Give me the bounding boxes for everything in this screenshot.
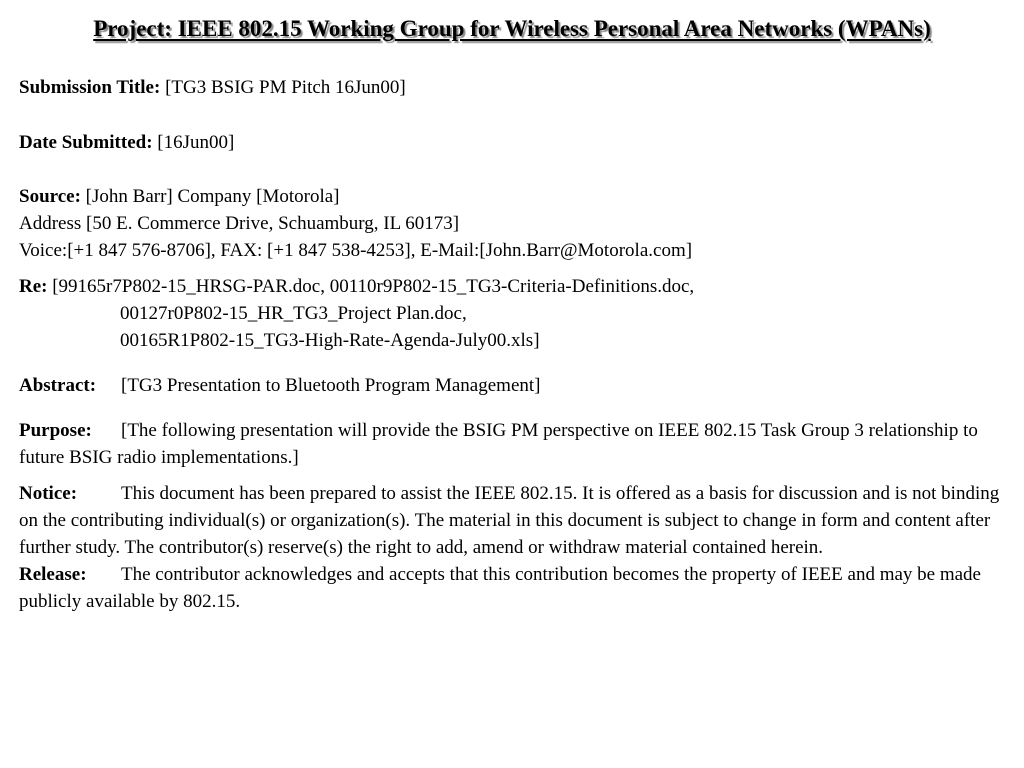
purpose-value: [The following presentation will provide the BSIG PM perspective on IEEE 802.15 Task Group 3 relationship to future BSIG radio implementations.] bbox=[19, 420, 978, 468]
abstract-value: [TG3 Presentation to Bluetooth Program Management] bbox=[121, 375, 541, 396]
notice-block bbox=[19, 480, 1009, 615]
date-submitted-row bbox=[19, 129, 1009, 156]
re-line-2: 00127r0P802-15_HR_TG3_Project Plan.doc, bbox=[120, 303, 467, 324]
purpose-label: Purpose: bbox=[19, 420, 92, 441]
re-line-3: 00165R1P802-15_TG3-High-Rate-Agenda-July00.xls] bbox=[120, 330, 540, 351]
notice-label: Notice: bbox=[19, 483, 78, 504]
submission-title-label: Submission Title: bbox=[19, 77, 161, 98]
re-line-1: [99165r7P802-15_HRSG-PAR.doc, 00110r9P802-15_TG3-Criteria-Definitions.doc, bbox=[52, 276, 695, 297]
date-submitted-label: Date Submitted: bbox=[19, 132, 153, 153]
project-title: Project: IEEE 802.15 Working Group for Wireless Personal Area Networks (WPANs) bbox=[93, 16, 931, 41]
re-label: Re: bbox=[19, 276, 48, 297]
submission-title-value: [TG3 BSIG PM Pitch 16Jun00] bbox=[165, 77, 406, 98]
date-submitted-value: [16Jun00] bbox=[157, 132, 235, 153]
source-value: [John Barr] Company [Motorola] bbox=[85, 186, 340, 207]
purpose-block bbox=[19, 417, 1009, 471]
notice-value: This document has been prepared to assist the IEEE 802.15. It is offered as a basis for discussion and is not binding on the contributing individual(s) or organization(s). The material in this document is subject to change in form and content after further study. The contributor(s) reserve(s) the right to add, amend or withdraw material contained herein. bbox=[19, 483, 1000, 558]
source-label: Source: bbox=[19, 186, 81, 207]
abstract-row bbox=[19, 372, 1009, 399]
release-value: The contributor acknowledges and accepts that this contribution becomes the property of IEEE and may be made publicly available by 802.15. bbox=[19, 564, 981, 612]
submission-title-row bbox=[19, 74, 1009, 101]
source-block bbox=[19, 183, 1009, 264]
source-address: Address [50 E. Commerce Drive, Schuamburg, IL 60173] bbox=[19, 213, 460, 234]
re-block bbox=[19, 273, 1009, 354]
abstract-label: Abstract: bbox=[19, 375, 97, 396]
release-label: Release: bbox=[19, 564, 87, 585]
source-contact: Voice:[+1 847 576-8706], FAX: [+1 847 538-4253], E-Mail:[John.Barr@Motorola.com] bbox=[19, 240, 693, 261]
